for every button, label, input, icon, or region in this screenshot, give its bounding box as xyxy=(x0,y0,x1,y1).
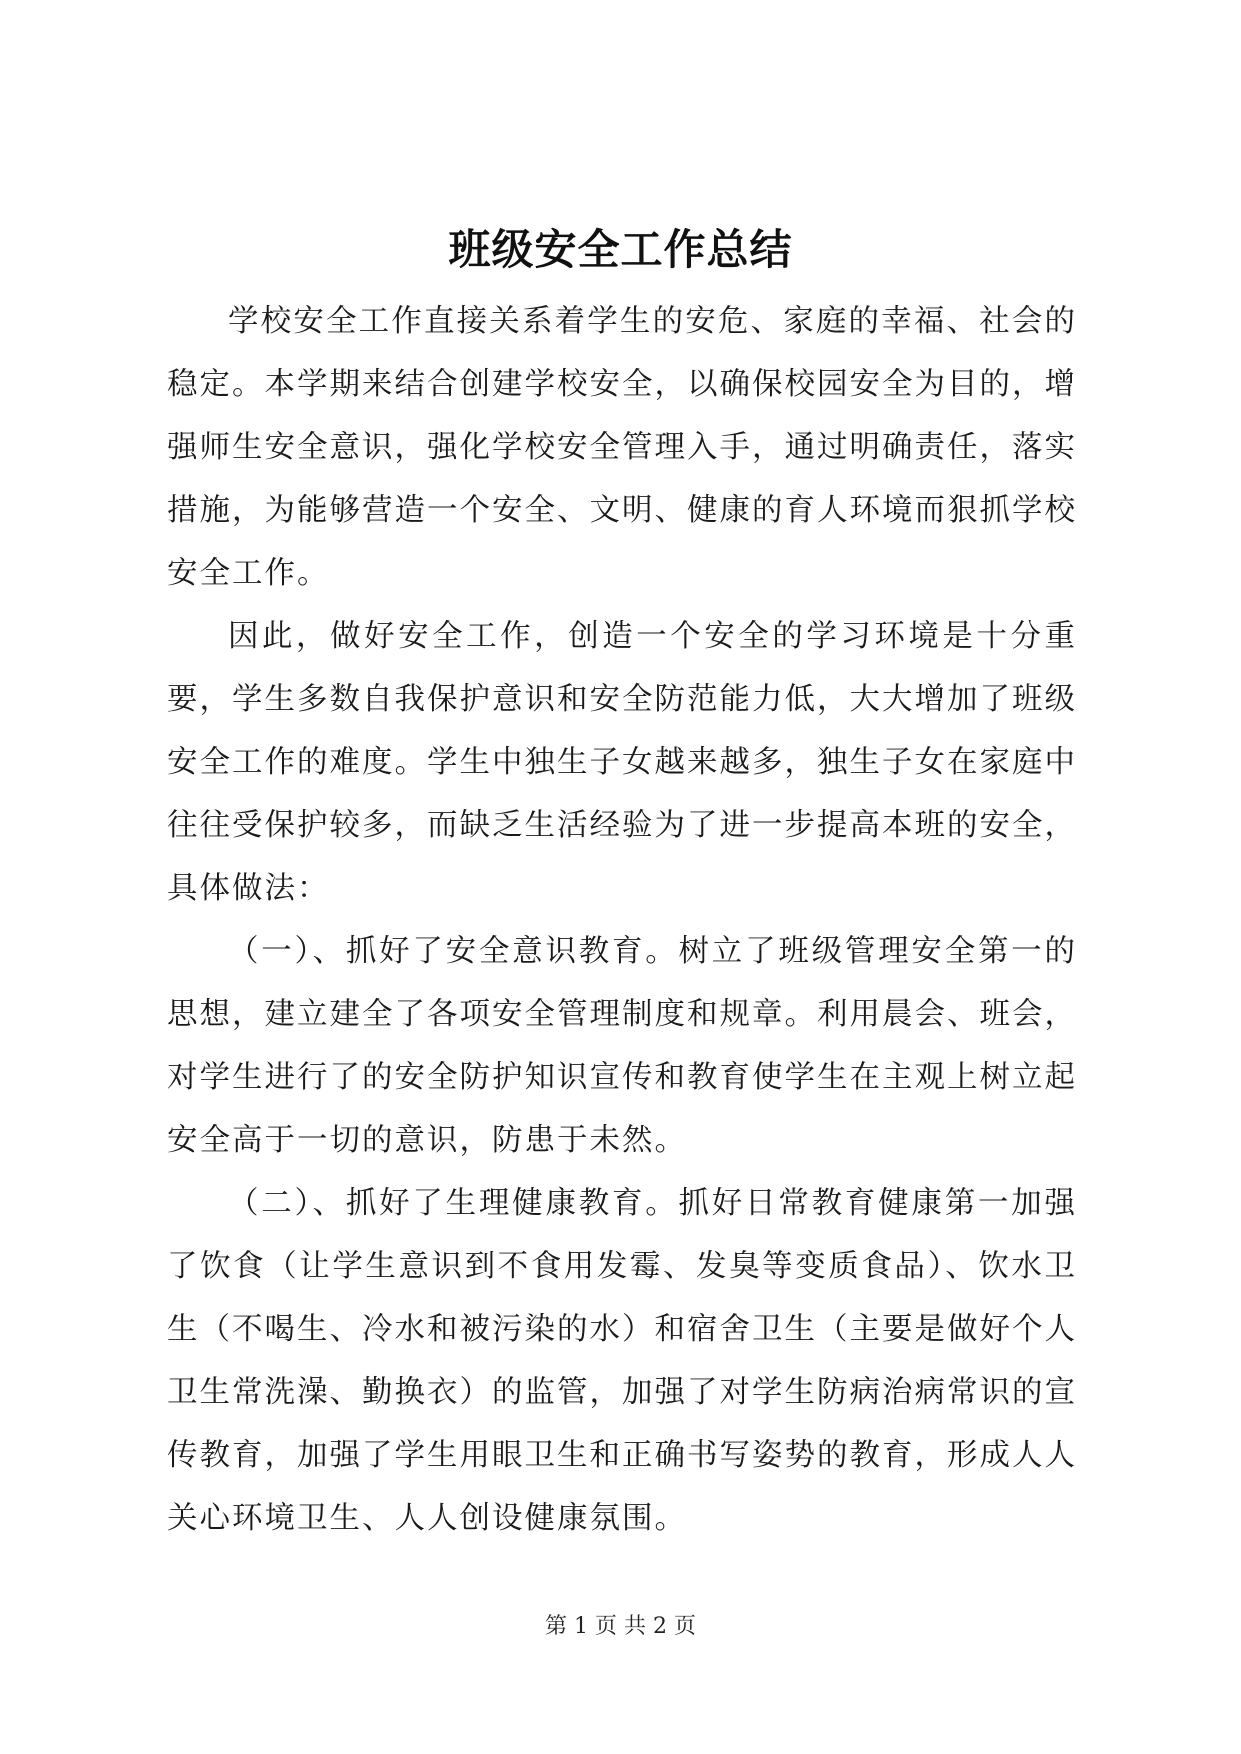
paragraph-intro: 学校安全工作直接关系着学生的安危、家庭的幸福、社会的稳定。本学期来结合创建学校安全，以确保校园安全为目的，增强师生安全意识，强化学校安全管理入手，通过明确责任，落实措施，为能够营造一个安全、文明、健康的育人环境而狠抓学校安全工作。 xyxy=(167,304,1077,591)
paragraph-methods: 因此，做好安全工作，创造一个安全的学习环境是十分重要，学生多数自我保护意识和安全防范能力低，大大增加了班级安全工作的难度。学生中独生子女越来越多，独生子女在家庭中往往受保护较多，而缺乏生活经验为了进一步提高本班的安全，具体做法： xyxy=(167,619,1077,906)
document-title: 班级安全工作总结 xyxy=(448,225,793,274)
paragraph-safety-awareness: （一）、抓好了安全意识教育。树立了班级管理安全第一的思想，建立建全了各项安全管理制度和规章。利用晨会、班会，对学生进行了的安全防护知识宣传和教育使学生在主观上树立起安全高于一切的意识，防患于未然。 xyxy=(167,934,1077,1158)
document-body xyxy=(167,290,1077,1550)
paragraph-health-education: （二）、抓好了生理健康教育。抓好日常教育健康第一加强了饮食（让学生意识到不食用发霉、发臭等变质食品）、饮水卫生（不喝生、冷水和被污染的水）和宿舍卫生（主要是做好个人卫生常洗澡、勤换衣）的监管，加强了对学生防病治病常识的宣传教育，加强了学生用眼卫生和正确书写姿势的教育，形成人人关心环境卫生、人人创设健康氛围。 xyxy=(167,1186,1077,1536)
page-number-footer: 第 1 页 共 2 页 xyxy=(545,1614,696,1639)
